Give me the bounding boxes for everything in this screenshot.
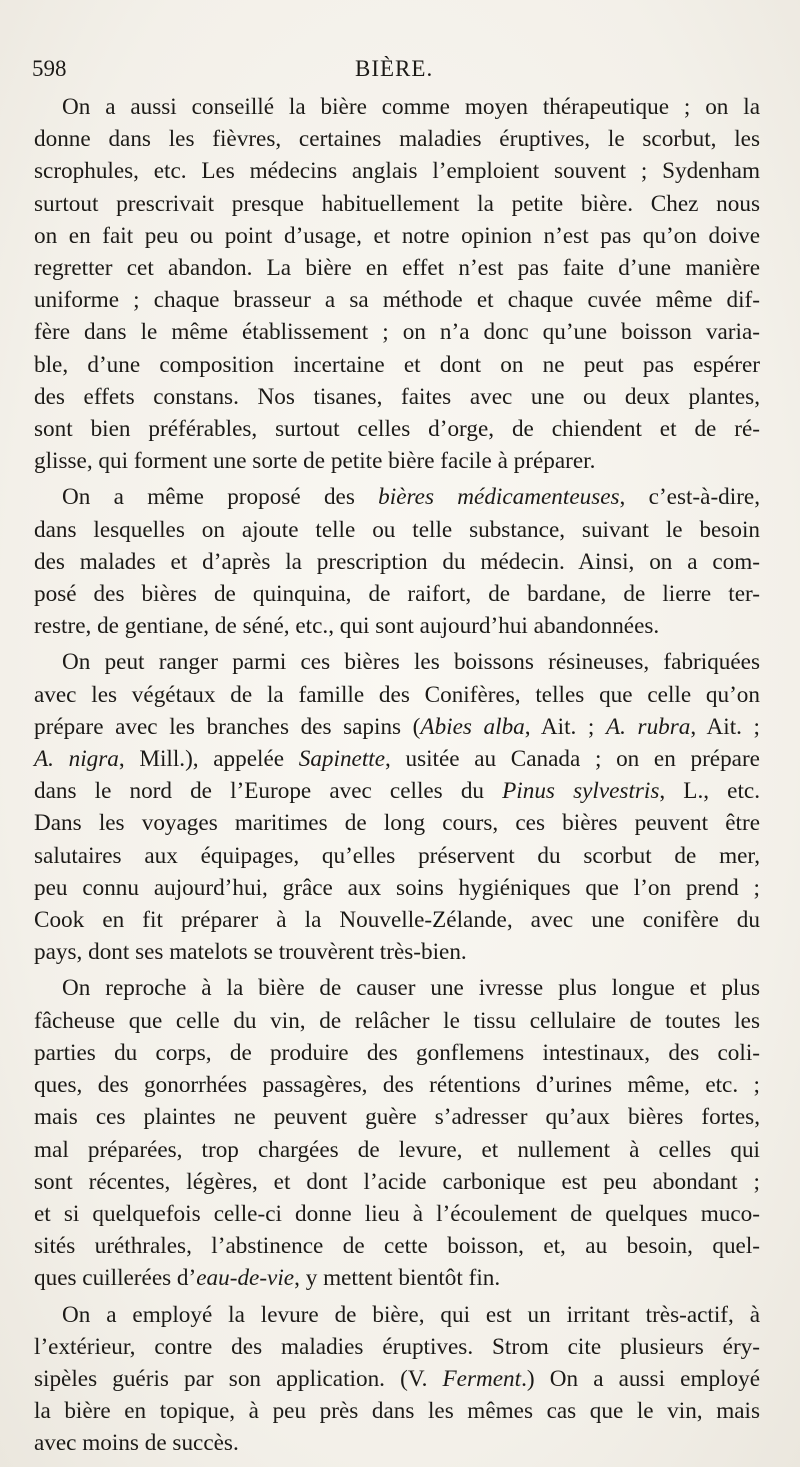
text-line: pays, dont ses matelots se trouvèrent très-bien. bbox=[34, 939, 467, 966]
italic-term: eau-de-vie bbox=[196, 1265, 295, 1292]
page-header bbox=[32, 56, 760, 90]
text-line: posé des bières de quinquina, de raifort, de bardane, de lierre ter- bbox=[34, 581, 760, 608]
text-line: avec les végétaux de la famille des Conifères, telles que celle qu’on bbox=[34, 681, 760, 708]
text-line: dans le nord de l’Europe avec celles du Pinus sylvestris, L., etc. bbox=[34, 778, 760, 805]
italic-term: Sapinette bbox=[298, 746, 386, 773]
italic-term: bières médicamenteuses bbox=[378, 484, 620, 511]
text-line: A. nigra, Mill.), appelée Sapinette, usitée au Canada ; on en prépare bbox=[34, 746, 760, 773]
italic-term: A. nigra bbox=[34, 746, 119, 773]
text-line: salutaires aux équipages, qu’elles préservent du scorbut de mer, bbox=[34, 842, 760, 869]
text-line: regretter cet abandon. La bière en effet n’est pas faite d’une manière bbox=[34, 255, 760, 282]
text-line: des effets constans. Nos tisanes, faites avec une ou deux plantes, bbox=[34, 383, 760, 410]
text-line: et si quelquefois celle-ci donne lieu à l’écoulement de quelques muco- bbox=[34, 1200, 760, 1227]
text-line: on en fait peu ou point d’usage, et notre opinion n’est pas qu’on doive bbox=[34, 222, 760, 249]
text-line: ble, d’une composition incertaine et dont on ne peut pas espérer bbox=[34, 351, 760, 378]
italic-term: Abies alba bbox=[420, 713, 525, 740]
body-text bbox=[34, 91, 760, 1460]
text-line: On peut ranger parmi ces bières les boissons résineuses, fabriquées bbox=[62, 649, 760, 676]
text-line: fère dans le même établissement ; on n’a donc qu’une boisson varia- bbox=[34, 319, 760, 346]
text-line: sont bien préférables, surtout celles d’orge, de chiendent et de ré- bbox=[34, 416, 760, 443]
paragraph bbox=[34, 972, 760, 1294]
italic-term: A. rubra bbox=[605, 713, 691, 740]
text-line: Cook en fit préparer à la Nouvelle-Zélande, avec une conifère du bbox=[34, 907, 760, 934]
text-line: parties du corps, de produire des gonflemens intestinaux, des coli- bbox=[34, 1039, 760, 1066]
text-line: ques cuillerées d’eau-de-vie, y mettent bientôt fin. bbox=[34, 1265, 501, 1292]
text-line: des malades et d’après la prescription du médecin. Ainsi, on a com- bbox=[34, 548, 760, 575]
text-line: On a employé la levure de bière, qui est un irritant très-actif, à bbox=[62, 1301, 760, 1328]
text-line: scrophules, etc. Les médecins anglais l’emploient souvent ; Sydenham bbox=[34, 158, 760, 185]
text-line: l’extérieur, contre des maladies éruptives. Strom cite plusieurs éry- bbox=[34, 1333, 760, 1360]
paragraph bbox=[34, 91, 760, 477]
italic-term: Pinus sylvestris bbox=[502, 778, 660, 805]
text-line: prépare avec les branches des sapins (Abies alba, Ait. ; A. rubra, Ait. ; bbox=[34, 713, 760, 740]
text-line: On a même proposé des bières médicamenteuses, c’est-à-dire, bbox=[62, 484, 761, 511]
running-title: BIÈRE. bbox=[355, 56, 434, 81]
text-line: restre, de gentiane, de séné, etc., qui sont aujourd’hui abandonnées. bbox=[34, 613, 660, 640]
paragraph bbox=[34, 1299, 760, 1460]
text-line: sont récentes, légères, et dont l’acide carbonique est peu abondant ; bbox=[34, 1168, 760, 1195]
text-line: dans lesquelles on ajoute telle ou telle substance, suivant le besoin bbox=[34, 516, 760, 543]
text-line: Dans les voyages maritimes de long cours, ces bières peuvent être bbox=[34, 810, 760, 837]
text-line: sités uréthrales, l’abstinence de cette boisson, et, au besoin, quel- bbox=[34, 1233, 760, 1260]
page-number: 598 bbox=[32, 56, 67, 81]
text-line: donne dans les fièvres, certaines maladies éruptives, le scorbut, les bbox=[34, 126, 760, 153]
text-line: uniforme ; chaque brasseur a sa méthode et chaque cuvée même dif- bbox=[34, 287, 760, 314]
text-line: On a aussi conseillé la bière comme moyen thérapeutique ; on la bbox=[62, 94, 760, 120]
text-line: sipèles guéris par son application. (V. Ferment.) On a aussi employé bbox=[34, 1365, 760, 1392]
italic-term: Ferment bbox=[442, 1365, 522, 1392]
text-line: fâcheuse que celle du vin, de relâcher le tissu cellulaire de toutes les bbox=[34, 1007, 760, 1034]
text-line: avec moins de succès. bbox=[34, 1430, 239, 1457]
paragraph bbox=[34, 481, 760, 642]
text-line: ques, des gonorrhées passagères, des rétentions d’urines même, etc. ; bbox=[34, 1072, 760, 1099]
paragraph bbox=[34, 646, 760, 968]
text-line: mal préparées, trop chargées de levure, et nullement à celles qui bbox=[34, 1136, 760, 1163]
text-line: la bière en topique, à peu près dans les mêmes cas que le vin, mais bbox=[34, 1398, 760, 1425]
text-line: mais ces plaintes ne peuvent guère s’adresser qu’aux bières fortes, bbox=[34, 1104, 760, 1131]
text-line: glisse, qui forment une sorte de petite bière facile à préparer. bbox=[34, 448, 596, 475]
text-line: peu connu aujourd’hui, grâce aux soins hygiéniques que l’on prend ; bbox=[34, 874, 760, 901]
text-line: On reproche à la bière de causer une ivresse plus longue et plus bbox=[62, 975, 760, 1002]
text-line: surtout prescrivait presque habituellement la petite bière. Chez nous bbox=[34, 190, 760, 217]
